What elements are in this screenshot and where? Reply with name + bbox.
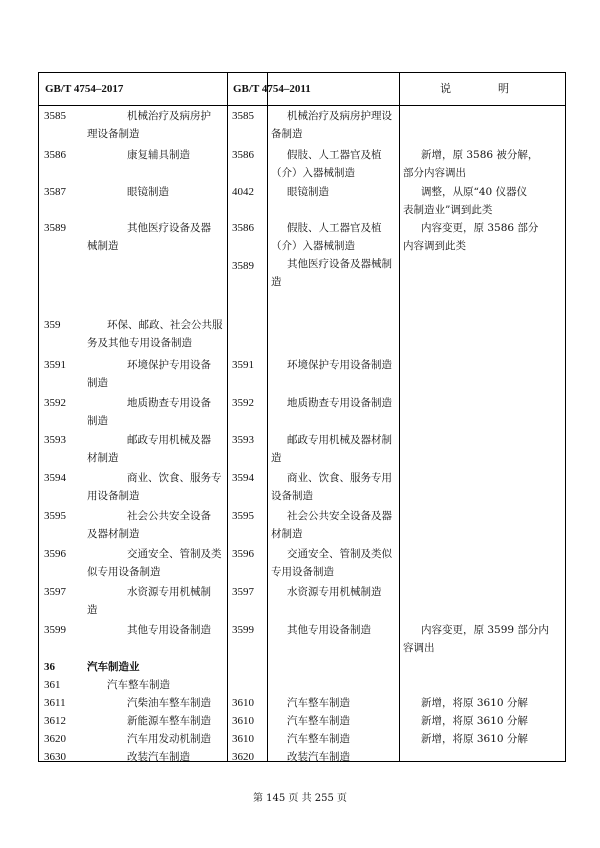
name-2011: 邮政专用机械及器材制	[287, 434, 392, 446]
name-2011: 其他医疗设备及器械制	[287, 258, 392, 270]
code-2017: 359	[44, 319, 61, 331]
code-2017: 3589	[44, 222, 66, 234]
name-2017: 社会公共安全设备	[127, 510, 211, 522]
name-2011: 其他专用设备制造	[287, 624, 371, 636]
code-2011: 3610	[232, 715, 254, 727]
code-2017: 3595	[44, 510, 66, 522]
name-2011: 地质勘查专用设备制造	[287, 397, 392, 409]
name-2011: 社会公共安全设备及器	[287, 510, 392, 522]
note-text: 新增，原 3586 被分解，	[421, 149, 539, 161]
name-2011: 商业、饮食、服务专用	[287, 472, 392, 484]
code-2017: 3612	[44, 715, 66, 727]
code-2011: 3589	[232, 260, 254, 272]
note-text: 新增，将原 3610 分解	[421, 697, 528, 709]
code-2011: 3586	[232, 222, 254, 234]
name-2017: 眼镜制造	[127, 186, 169, 198]
code-2017: 3594	[44, 472, 66, 484]
code-2017: 3591	[44, 359, 66, 371]
code-2011: 3585	[232, 110, 254, 122]
header-col-2017: GB/T 4754–2017	[45, 83, 124, 95]
code-2017: 36	[44, 661, 55, 673]
header-col-notes: 说 明	[440, 83, 527, 95]
name-2017: 汽柴油车整车制造	[127, 697, 211, 709]
name-2011: 备制造	[271, 128, 303, 140]
name-2017: 水资源专用机械制	[127, 586, 211, 598]
code-2017: 3597	[44, 586, 66, 598]
code-2011: 3610	[232, 697, 254, 709]
name-2011: （介）入器械制造	[271, 240, 355, 252]
name-2011: 汽车整车制造	[287, 733, 350, 745]
name-2017: 其他医疗设备及器	[127, 222, 211, 234]
code-2017: 3620	[44, 733, 66, 745]
name-2017: 造	[87, 604, 98, 616]
name-2017: 地质勘查专用设备	[127, 397, 211, 409]
name-2011: 改装汽车制造	[287, 751, 350, 762]
note-text: 新增，将原 3610 分解	[421, 715, 528, 727]
code-2017: 3599	[44, 624, 66, 636]
name-2011: 环境保护专用设备制造	[287, 359, 392, 371]
name-2017: 材制造	[87, 452, 119, 464]
code-2017: 3593	[44, 434, 66, 446]
name-2011: 交通安全、管制及类似	[287, 548, 392, 560]
code-2011: 3595	[232, 510, 254, 522]
note-text: 新增，将原 3610 分解	[421, 733, 528, 745]
name-2011: 造	[271, 452, 282, 464]
name-2017: 汽车用发动机制造	[127, 733, 211, 745]
column-divider-2	[267, 73, 268, 761]
name-2017: 务及其他专用设备制造	[87, 337, 192, 349]
code-2011: 3594	[232, 472, 254, 484]
code-2011: 4042	[232, 186, 254, 198]
name-2017: 制造	[87, 377, 108, 389]
name-2011: 汽车整车制造	[287, 697, 350, 709]
name-2017: 康复辅具制造	[127, 149, 190, 161]
code-2017: 3592	[44, 397, 66, 409]
code-2017: 3596	[44, 548, 66, 560]
note-text: 内容变更，原 3599 部分内	[421, 624, 549, 636]
comparison-table	[38, 72, 566, 762]
name-2017: 似专用设备制造	[87, 566, 161, 578]
note-text: 内容变更，原 3586 部分	[421, 222, 539, 234]
column-divider-3	[399, 73, 400, 761]
code-2017: 3585	[44, 110, 66, 122]
name-2017: 理设备制造	[87, 128, 140, 140]
page-footer: 第 145 页 共 255 页	[252, 793, 348, 804]
code-2011: 3593	[232, 434, 254, 446]
name-2017: 制造	[87, 415, 108, 427]
name-2011: （介）入器械制造	[271, 167, 355, 179]
name-2011: 材制造	[271, 528, 303, 540]
name-2011: 设备制造	[271, 490, 313, 502]
name-2017: 商业、饮食、服务专	[127, 472, 222, 484]
column-divider-1	[227, 73, 228, 761]
name-2017: 械制造	[87, 240, 119, 252]
note-text: 内容调到此类	[403, 240, 466, 252]
name-2017: 邮政专用机械及器	[127, 434, 211, 446]
code-2017: 3587	[44, 186, 66, 198]
name-2011: 专用设备制造	[271, 566, 334, 578]
code-2011: 3586	[232, 149, 254, 161]
code-2017: 3611	[44, 697, 66, 709]
name-2017: 改装汽车制造	[127, 751, 190, 762]
code-2011: 3592	[232, 397, 254, 409]
code-2017: 3630	[44, 751, 66, 762]
name-2017: 其他专用设备制造	[127, 624, 211, 636]
code-2011: 3610	[232, 733, 254, 745]
name-2011: 机械治疗及病房护理设	[287, 110, 392, 122]
code-2011: 3596	[232, 548, 254, 560]
name-2011: 假肢、人工器官及植	[287, 222, 382, 234]
name-2011: 造	[271, 276, 282, 288]
name-2011: 假肢、人工器官及植	[287, 149, 382, 161]
note-text: 表制造业”调到此类	[403, 204, 493, 216]
code-2011: 3591	[232, 359, 254, 371]
note-text: 容调出	[403, 642, 435, 654]
name-2011: 汽车整车制造	[287, 715, 350, 727]
name-2017: 交通安全、管制及类	[127, 548, 222, 560]
code-2011: 3597	[232, 586, 254, 598]
code-2017: 361	[44, 679, 61, 691]
name-2017: 汽车制造业	[87, 661, 140, 673]
name-2017: 环保、邮政、社会公共服	[107, 319, 223, 331]
code-2011: 3599	[232, 624, 254, 636]
code-2011: 3620	[232, 751, 254, 762]
header-divider	[39, 105, 565, 106]
name-2017: 环境保护专用设备	[127, 359, 211, 371]
name-2017: 用设备制造	[87, 490, 140, 502]
header-col-2011: GB/T 4754–2011	[233, 83, 311, 95]
name-2017: 汽车整车制造	[107, 679, 170, 691]
note-text: 部分内容调出	[403, 167, 466, 179]
name-2011: 眼镜制造	[287, 186, 329, 198]
note-text: 调整，从原“40 仪器仪	[421, 186, 528, 198]
name-2017: 及器材制造	[87, 528, 140, 540]
name-2017: 新能源车整车制造	[127, 715, 211, 727]
name-2017: 机械治疗及病房护	[127, 110, 211, 122]
name-2011: 水资源专用机械制造	[287, 586, 382, 598]
code-2017: 3586	[44, 149, 66, 161]
